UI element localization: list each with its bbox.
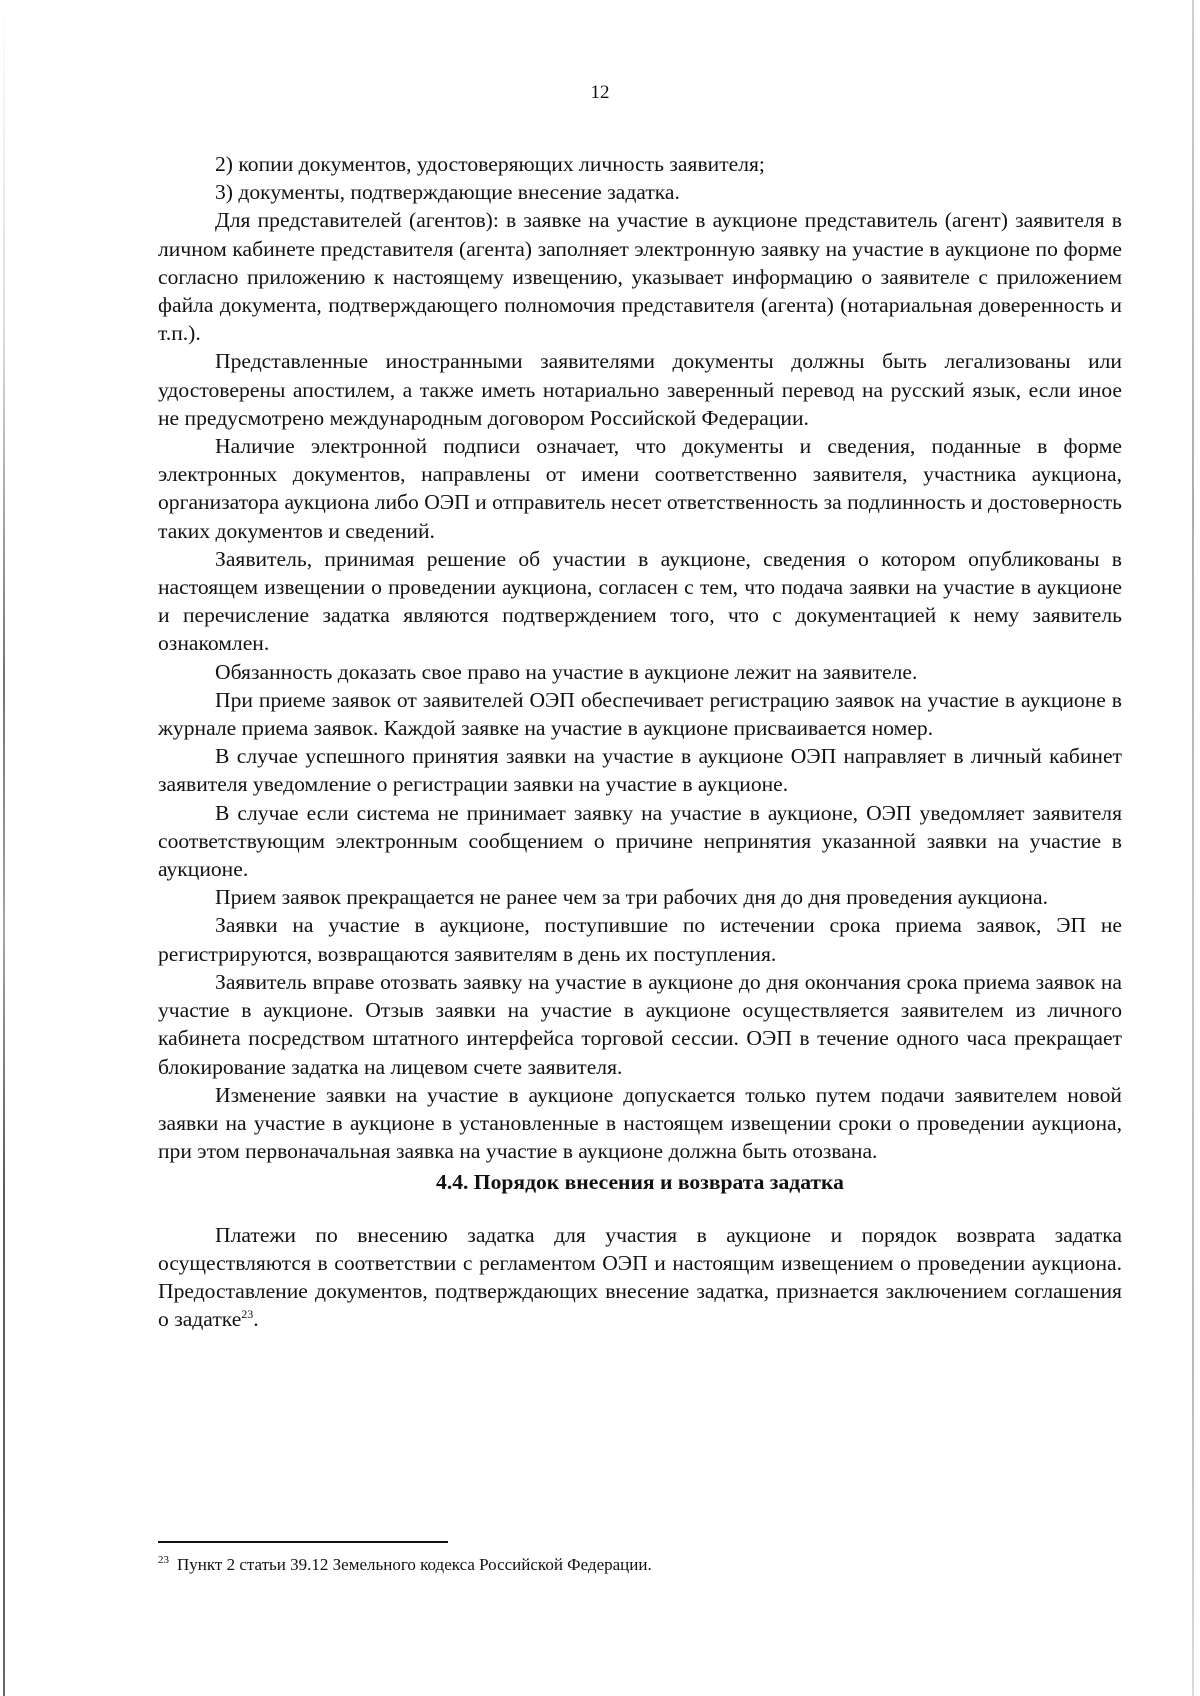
paragraph: Для представителей (агентов): в заявке на участие в аукционе представитель (агент) заявителя в личном кабинете представителя (агента) заполняет электронную заявку на участие в аукционе по форме согласно приложению к настоящему извещению, указывает информацию о заявителе с приложением файла документа, подтверждающего полномочия представителя (агента) (нотариальная доверенность и т.п.). [158,208,1122,346]
paragraph: Заявки на участие в аукционе, поступившие по истечении срока приема заявок, ЭП не регистрируются, возвращаются заявителям в день их поступления. [158,913,1122,966]
document-body [158,150,1122,1333]
page-number: 12 [590,82,610,103]
footnote-text: Пункт 2 статьи 39.12 Земельного кодекса Российской Федерации. [177,1555,652,1574]
paragraph: В случае если система не принимает заявку на участие в аукционе, ОЭП уведомляет заявителя соответствующим электронным сообщением о причине непринятия указанной заявки на участие в аукционе. [158,800,1122,882]
paragraph: 2) копии документов, удостоверяющих личность заявителя; [215,152,765,176]
section-paragraph-tail: . [253,1307,259,1332]
paragraph: Представленные иностранными заявителями документы должны быть легализованы или удостоверены апостилем, а также иметь нотариально заверенный перевод на русский язык, если иное не предусмотрено международным договором Российской Федерации. [158,349,1122,430]
section-heading: 4.4. Порядок внесения и возврата задатка [436,1170,844,1195]
footnote-separator [158,1541,448,1543]
scan-edge-left [3,0,5,1696]
paragraph: Заявитель, принимая решение об участии в аукционе, сведения о котором опубликованы в настоящем извещении о проведении аукциона, согласен с тем, что подача заявки на участие в аукционе и перечисление задатка являются подтверждением того, что с документацией к нему заявитель ознакомлен. [158,546,1122,656]
footnote [158,1554,1122,1576]
paragraph: В случае успешного принятия заявки на участие в аукционе ОЭП направляет в личный кабинет заявителя уведомление о регистрации заявки на участие в аукционе. [158,744,1122,797]
paragraph: Изменение заявки на участие в аукционе допускается только путем подачи заявителем новой заявки на участие в аукционе в установленные в настоящем извещении сроки о проведении аукциона, при этом первоначальная заявка на участие в аукционе должна быть отозвана. [158,1082,1122,1164]
scan-edge-right [1192,0,1194,1696]
footnote-reference[interactable]: 23 [241,1306,254,1321]
paragraph: Прием заявок прекращается не ранее чем за три рабочих дня до дня проведения аукциона. [215,885,1049,910]
paragraph: При приеме заявок от заявителей ОЭП обеспечивает регистрацию заявок на участие в аукционе в журнале приема заявок. Каждой заявке на участие в аукционе присваивается номер. [158,687,1122,741]
paragraph: 3) документы, подтверждающие внесение задатка. [215,180,680,205]
paragraph: Наличие электронной подписи означает, что документы и сведения, поданные в форме электронных документов, направлены от имени соответственно заявителя, участника аукциона, организатора аукциона либо ОЭП и отправитель несет ответственность за подлинность и достоверность таких документов и сведений. [158,434,1122,543]
paragraph: Обязанность доказать свое право на участие в аукционе лежит на заявителе. [215,659,918,684]
section-paragraph-text: Платежи по внесению задатка для участия в аукционе и порядок возврата задатка осуществляются в соответствии с регламентом ОЭП и настоящим извещением о проведении аукциона. Предоставление документов, подтверждающих внесение задатка, признается заключением соглашения о задатке [158,1222,1122,1332]
section-paragraph [158,1221,1122,1334]
paragraph: Заявитель вправе отозвать заявку на участие в аукционе до дня окончания срока приема заявок на участие в аукционе. Отзыв заявки на участие в аукционе осуществляется заявителем из личного кабинета посредством штатного интерфейса торговой сессии. ОЭП в течение одного часа прекращает блокирование задатка на лицевом счете заявителя. [158,969,1122,1079]
footnote-number: 23 [158,1554,169,1567]
